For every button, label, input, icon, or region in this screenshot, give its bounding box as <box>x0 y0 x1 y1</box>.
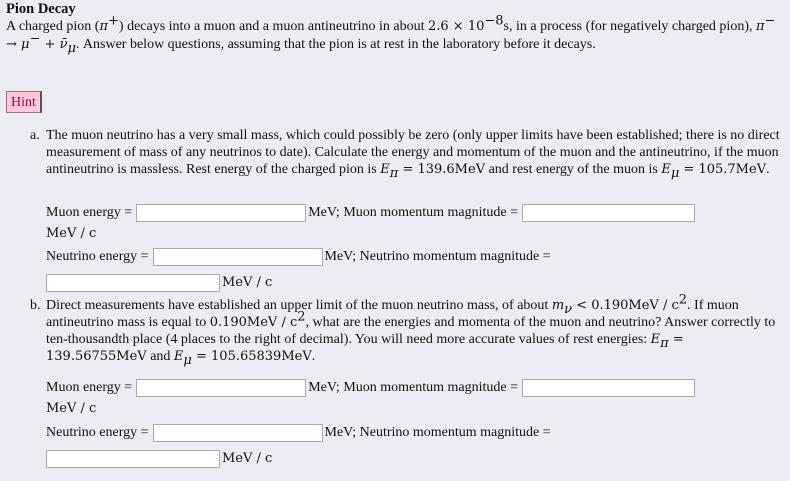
a-neutrino-row: Neutrino energy = MeV; Neutrino momentum magnitude = <box>46 249 551 264</box>
part-b-text: b. Direct measurements have established an upper limit of the muon neutrino mass, of about $m_\nu < 0.190MeV / c^2$. If muon antineutrino mass is equal to $0.190MeV / c^2$, what are the energies and momenta of the muon and neutrino? Answer correctly to ten-thousandth place (4 places to the right of decimal). You will need more accurate values of rest energies: $E_\pi = 139.56755MeV$ and $E_\mu = 105.65839MeV$. <box>30 292 776 368</box>
part-a-text: a. The muon neutrino has a very small mass, which could possibly be zero (only upper limits have been established; there is no direct measurement of mass of any neutrinos to date). Calculate the energy and momentum of the muon and the antineutrino, if the muon antineutrino is massless. Rest energy of the charged pion is $E_\pi = 139.6MeV$ and rest energy of the muon is $E_\mu = 105.7MeV$. <box>30 128 780 181</box>
problem-title: Pion Decay <box>6 1 76 17</box>
b-muon-momentum-input[interactable] <box>522 379 695 397</box>
b-muon-row: Muon energy = MeV; Muon momentum magnitude = <box>46 377 697 399</box>
a-muon-momentum-unit: MeV / c <box>46 226 97 241</box>
a-neutrino-momentum-input[interactable] <box>46 274 220 292</box>
part-b-label: b. <box>30 298 41 313</box>
a-muon-energy-input[interactable] <box>136 204 306 222</box>
a-muon-row: Muon energy = MeV; Muon momentum magnitude = <box>46 202 697 224</box>
a-neutrino-momentum-row: MeV / c <box>46 272 272 294</box>
a-neutrino-energy-input[interactable] <box>153 248 323 266</box>
b-neutrino-momentum-row: MeV / c <box>46 448 272 470</box>
b-muon-energy-input[interactable] <box>136 379 306 397</box>
b-muon-momentum-unit: MeV / c <box>46 401 97 416</box>
part-a-label: a. <box>30 128 40 143</box>
problem-intro: A charged pion (π+) decays into a muon and a muon antineutrino in about $2.6 \times 10^{-8}s$, in a process (for negatively charged pion), $\pi^- \to \mu^- + \nū_\mu$. Answer below questions, assuming that the pion is at rest in the laboratory before it decays. <box>6 13 776 56</box>
a-muon-momentum-input[interactable] <box>522 204 695 222</box>
b-neutrino-momentum-input[interactable] <box>46 450 220 468</box>
hint-button[interactable]: Hint <box>6 91 42 113</box>
b-neutrino-row: Neutrino energy = MeV; Neutrino momentum magnitude = <box>46 425 551 440</box>
b-neutrino-energy-input[interactable] <box>153 424 323 442</box>
